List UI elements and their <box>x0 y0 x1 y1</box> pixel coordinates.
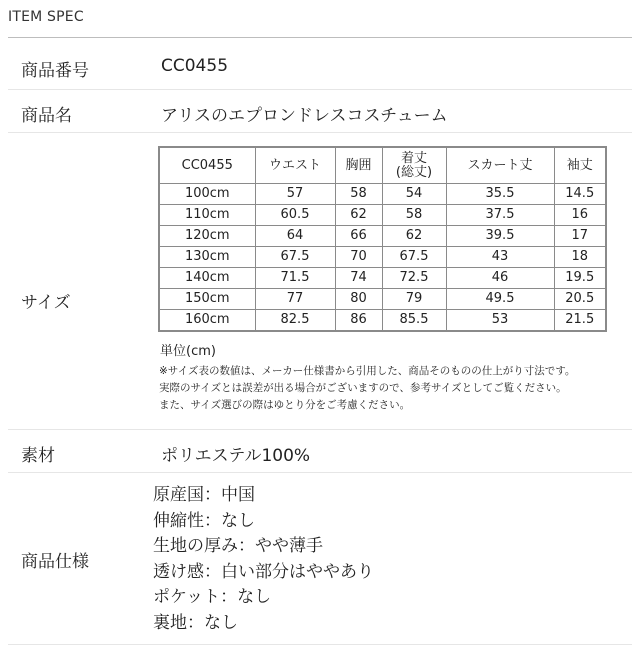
unit-note: 単位(cm) <box>160 344 216 359</box>
skirt-length-cell: 37.5 <box>446 205 554 226</box>
chest-cell: 80 <box>335 289 382 310</box>
size-table-container <box>158 146 607 332</box>
list-item: 生地の厚み：やや薄手 <box>153 536 323 557</box>
sleeve-length-cell: 20.5 <box>554 289 606 310</box>
skirt-length-cell: 46 <box>446 268 554 289</box>
header-cell: 胸囲 <box>335 147 382 184</box>
length-cell: 79 <box>382 289 446 310</box>
list-item: 原産国：中国 <box>153 485 255 505</box>
length-cell: 67.5 <box>382 247 446 268</box>
table-row <box>159 226 606 247</box>
material-row <box>8 430 632 473</box>
table-row <box>159 268 606 289</box>
skirt-length-cell: 35.5 <box>446 184 554 205</box>
waist-cell: 60.5 <box>255 205 335 226</box>
skirt-length-cell: 39.5 <box>446 226 554 247</box>
waist-cell: 82.5 <box>255 310 335 332</box>
chest-cell: 86 <box>335 310 382 332</box>
length-cell: 62 <box>382 226 446 247</box>
sleeve-length-cell: 18 <box>554 247 606 268</box>
header-cell: 着丈 (総丈) <box>382 147 446 184</box>
product-name-row <box>8 90 632 133</box>
specs-list <box>153 483 374 637</box>
waist-cell: 77 <box>255 289 335 310</box>
list-item: 透け感：白い部分はややあり <box>153 561 374 582</box>
size-note-line: また、サイズ選びの際はゆとり分をご考慮ください。 <box>159 399 411 411</box>
size-cell: 100cm <box>159 184 255 205</box>
chest-cell: 58 <box>335 184 382 205</box>
product-number-value: CC0455 <box>161 56 229 76</box>
size-label: サイズ <box>21 293 71 313</box>
section-title: ITEM SPEC <box>8 9 84 25</box>
header-cell: CC0455 <box>159 147 255 184</box>
chest-cell: 74 <box>335 268 382 289</box>
list-item: 裏地：なし <box>153 612 238 633</box>
header-cell: ウエスト <box>255 147 335 184</box>
chest-cell: 70 <box>335 247 382 268</box>
product-number-row <box>8 38 632 90</box>
chest-cell: 62 <box>335 205 382 226</box>
product-name-label: 商品名 <box>21 106 72 126</box>
size-cell: 110cm <box>159 205 255 226</box>
table-row <box>159 247 606 268</box>
size-cell: 120cm <box>159 226 255 247</box>
size-cell: 140cm <box>159 268 255 289</box>
waist-cell: 64 <box>255 226 335 247</box>
sleeve-length-cell: 21.5 <box>554 310 606 332</box>
specs-label: 商品仕様 <box>21 552 89 572</box>
skirt-length-cell: 43 <box>446 247 554 268</box>
size-cell: 150cm <box>159 289 255 310</box>
waist-cell: 67.5 <box>255 247 335 268</box>
sleeve-length-cell: 17 <box>554 226 606 247</box>
size-cell: 130cm <box>159 247 255 268</box>
size-note-line: 実際のサイズとは誤差が出る場合がございますので、参考サイズとしてご覧ください。 <box>159 382 567 394</box>
length-cell: 54 <box>382 184 446 205</box>
table-row <box>159 310 606 332</box>
size-note-line: ※サイズ表の数値は、メーカー仕様書から引用した、商品そのものの仕上がり寸法です。 <box>159 365 576 377</box>
skirt-length-cell: 49.5 <box>446 289 554 310</box>
length-cell: 72.5 <box>382 268 446 289</box>
table-row <box>159 184 606 205</box>
sleeve-length-cell: 14.5 <box>554 184 606 205</box>
sleeve-length-cell: 16 <box>554 205 606 226</box>
size-table-header-row <box>159 147 606 184</box>
list-item: ポケット：なし <box>153 587 272 608</box>
chest-cell: 66 <box>335 226 382 247</box>
product-number-label: 商品番号 <box>21 61 89 81</box>
length-cell: 85.5 <box>382 310 446 332</box>
material-value: ポリエステル100% <box>161 446 311 466</box>
row-divider <box>8 644 632 645</box>
size-table <box>158 146 607 332</box>
waist-cell: 57 <box>255 184 335 205</box>
list-item: 伸縮性：なし <box>153 510 255 531</box>
material-label: 素材 <box>21 446 55 466</box>
header-cell: スカート丈 <box>446 147 554 184</box>
table-row <box>159 289 606 310</box>
sleeve-length-cell: 19.5 <box>554 268 606 289</box>
header-cell: 袖丈 <box>554 147 606 184</box>
table-row <box>159 205 606 226</box>
size-cell: 160cm <box>159 310 255 332</box>
waist-cell: 71.5 <box>255 268 335 289</box>
skirt-length-cell: 53 <box>446 310 554 332</box>
length-cell: 58 <box>382 205 446 226</box>
size-notes <box>159 363 575 414</box>
product-name-value: アリスのエプロンドレスコスチューム <box>161 106 448 126</box>
